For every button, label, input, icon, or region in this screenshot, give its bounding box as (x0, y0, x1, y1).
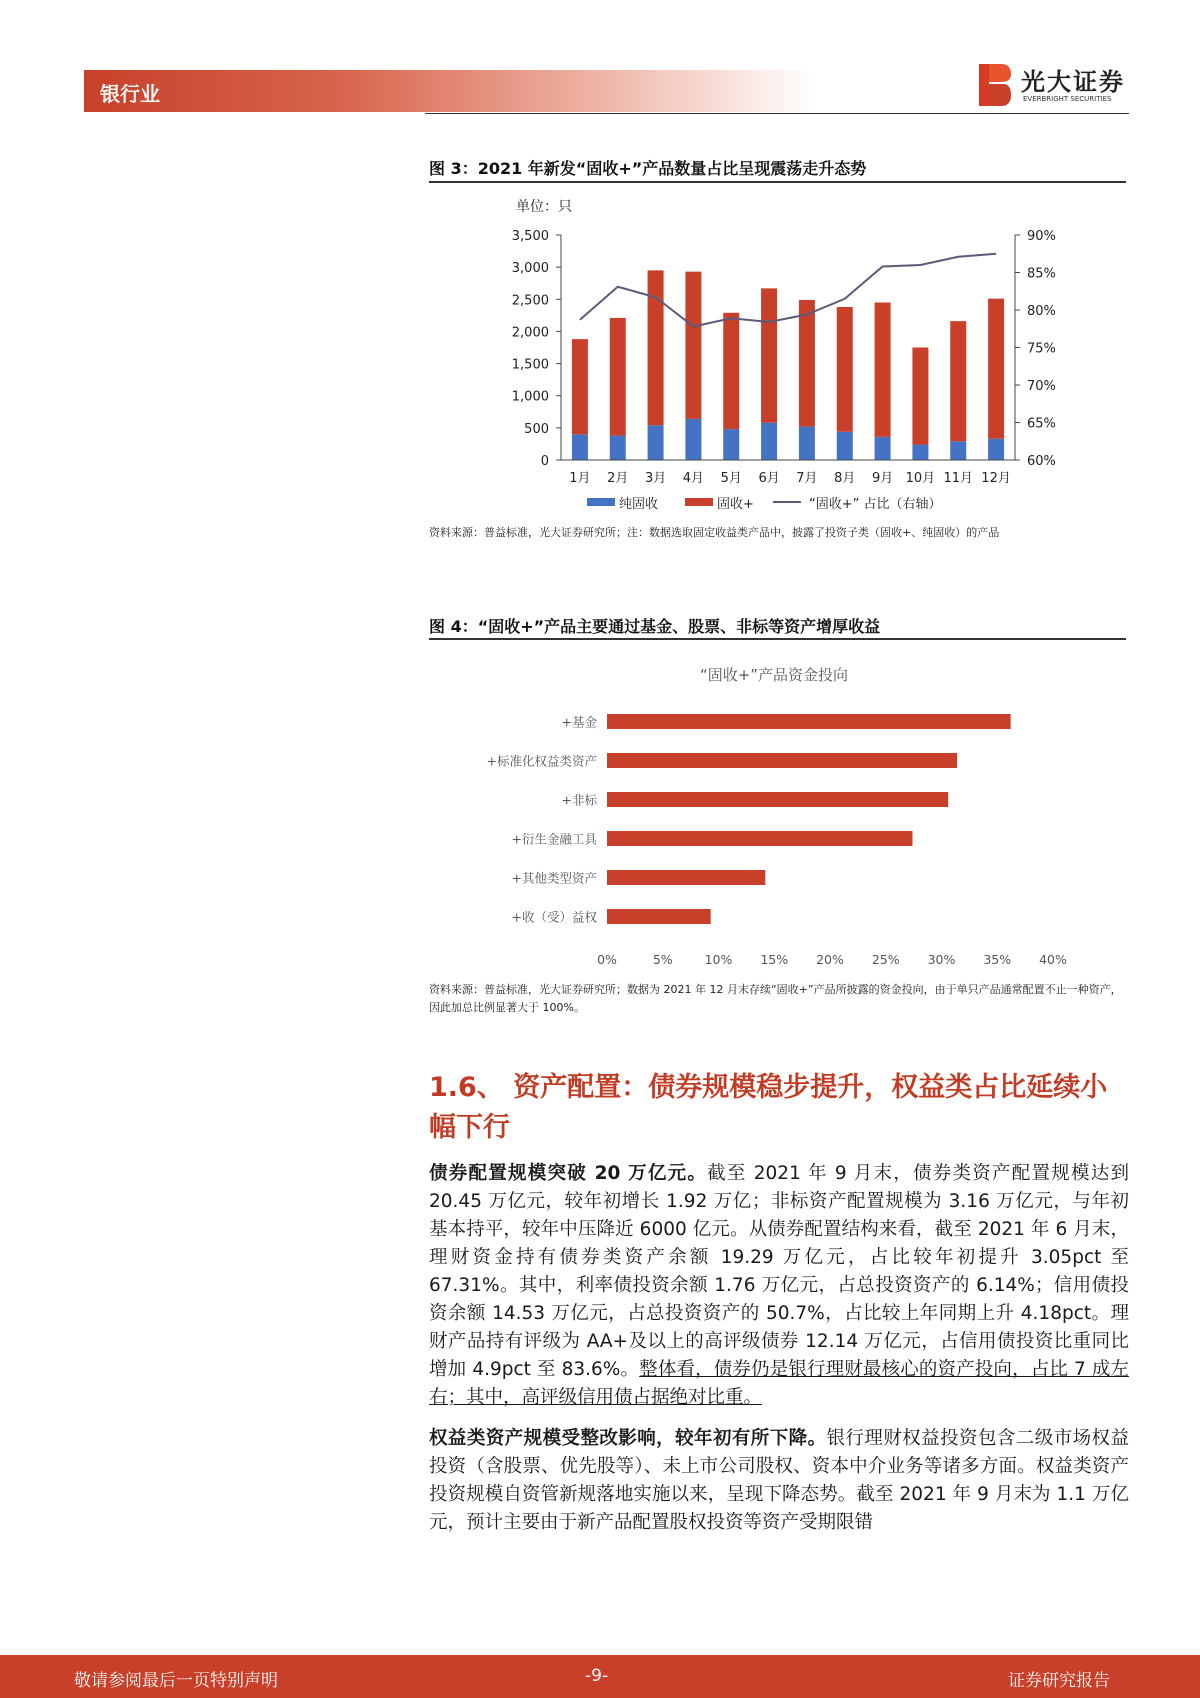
chart4-x-tick-label: 10% (704, 952, 733, 967)
chart3-bar-fixed-income-plus (761, 288, 777, 422)
legend-fixed-income-plus-label: 固收+ (717, 497, 754, 512)
figure3-chart (429, 190, 1129, 530)
chart3-bar-pure-fixed-income (610, 436, 626, 460)
header-band (84, 70, 814, 112)
chart3-bar-pure-fixed-income (761, 423, 777, 460)
chart4-title: “固收+”产品资金投向 (699, 666, 849, 684)
chart4-bar (607, 909, 711, 924)
chart4-x-tick-label: 35% (983, 952, 1012, 967)
chart3-x-tick-label: 9月 (871, 471, 894, 486)
footer-page-number: -9- (585, 1666, 609, 1686)
chart4-category-label: +收（受）益权 (511, 909, 597, 925)
chart3-bar-pure-fixed-income (950, 441, 966, 460)
chart3-bar-pure-fixed-income (648, 425, 664, 460)
chart3-bar-fixed-income-plus (988, 299, 1004, 439)
chart3-x-tick-label: 2月 (607, 471, 629, 486)
figure4-title-rule (429, 638, 1126, 640)
chart4-category-label: +非标 (561, 792, 597, 808)
chart3-x-tick-label: 12月 (981, 471, 1011, 486)
brand-name-cn: 光大证券 (1021, 68, 1125, 96)
chart3-left-tick-label: 2,000 (511, 325, 549, 341)
chart3-bar-pure-fixed-income (912, 445, 928, 460)
chart3-bar-fixed-income-plus (610, 318, 626, 436)
chart3-right-tick-label: 65% (1027, 416, 1056, 432)
chart4-category-label: +基金 (561, 714, 597, 730)
chart4-x-tick-label: 30% (927, 952, 956, 967)
figure3-title: 图 3：2021 年新发“固收+”产品数量占比呈现震荡走升态势 (429, 159, 867, 178)
chart3-bar-pure-fixed-income (837, 432, 853, 460)
chart3-bar-fixed-income-plus (723, 313, 739, 429)
chart3-right-tick-label: 75% (1027, 341, 1056, 357)
chart3-bar-fixed-income-plus (875, 303, 891, 437)
chart4-category-label: +标准化权益类资产 (486, 753, 597, 769)
para1-underlined: 整体看，债券仍是银行理财最核心的资产投向，占比 7 成左右；其中，高评级信用债占据绝对比重。 (429, 1359, 1129, 1408)
chart3-bar-pure-fixed-income (685, 419, 701, 460)
chart4-x-tick-label: 15% (760, 952, 789, 967)
chart3-bar-fixed-income-plus (950, 321, 966, 441)
chart3-x-tick-label: 6月 (758, 471, 780, 486)
chart3-bar-pure-fixed-income (988, 439, 1004, 460)
chart3-bar-pure-fixed-income (572, 434, 588, 460)
figure4-chart (429, 650, 1129, 980)
figure4-source: 资料来源：普益标准，光大证券研究所；数据为 2021 年 12 月末存续“固收+”产品所披露的资金投向，由于单只产品通常配置不止一种资产，因此加总比例显著大于 100%。 (429, 983, 1122, 1014)
para2-lead: 权益类资产规模受整改影响，较年初有所下降。 (429, 1428, 827, 1449)
chart3-right-tick-label: 80% (1027, 304, 1056, 319)
brand-name-en: EVERBRIGHT SECURITIES (1023, 95, 1112, 103)
chart3-bar-fixed-income-plus (912, 348, 928, 445)
chart3-x-tick-label: 7月 (796, 471, 818, 486)
legend-pure-fixed-income-swatch (587, 498, 615, 506)
everbright-logo-icon (977, 62, 1013, 108)
chart4-bar (607, 792, 948, 807)
chart3-left-tick-label: 2,500 (511, 293, 549, 309)
chart3-right-tick-label: 85% (1027, 266, 1056, 282)
chart4-x-tick-label: 40% (1039, 952, 1067, 967)
chart3-right-tick-label: 60% (1027, 454, 1056, 469)
brand-logo (977, 62, 1127, 108)
chart3-x-tick-label: 5月 (720, 471, 742, 486)
chart3-x-tick-label: 1月 (569, 471, 591, 486)
footer-band (0, 1655, 1200, 1698)
section-heading: 1.6、 资产配置：债券规模稳步提升，权益类占比延续小幅下行 (429, 1072, 1108, 1143)
chart3-bar-fixed-income-plus (572, 339, 588, 434)
chart4-bar (607, 753, 957, 768)
chart4-bar (607, 714, 1011, 729)
chart3-bar-pure-fixed-income (875, 437, 891, 460)
chart4-x-tick-label: 5% (652, 952, 673, 967)
chart3-left-tick-label: 1,000 (511, 389, 549, 405)
chart3-bar-fixed-income-plus (837, 307, 853, 432)
chart3-bar-pure-fixed-income (723, 429, 739, 460)
figure3-source: 资料来源：普益标准，光大证券研究所；注：数据选取固定收益类产品中，披露了投资子类（固收+、纯固收）的产品 (429, 526, 1000, 539)
legend-pure-fixed-income-label: 纯固收 (619, 497, 659, 512)
chart3-bar-fixed-income-plus (648, 270, 664, 425)
legend-share-line-label: “固收+” 占比（右轴） (809, 497, 942, 512)
chart3-right-tick-label: 70% (1027, 379, 1056, 394)
chart3-bar-pure-fixed-income (799, 427, 815, 460)
footer-disclaimer: 敬请参阅最后一页特别声明 (74, 1671, 278, 1691)
chart3-left-tick-label: 3,500 (511, 229, 549, 244)
chart4-category-label: +衍生金融工具 (511, 831, 597, 847)
footer-report-type: 证券研究报告 (1008, 1671, 1110, 1691)
chart3-share-line (580, 254, 996, 327)
chart3-left-tick-label: 0 (540, 454, 549, 469)
chart3-unit-label: 单位：只 (516, 199, 572, 215)
industry-label: 银行业 (100, 82, 160, 106)
chart3-x-tick-label: 8月 (834, 471, 856, 486)
header-divider (425, 113, 1129, 114)
figure4-title: 图 4：“固收+”产品主要通过基金、股票、非标等资产增厚收益 (429, 617, 881, 636)
chart3-left-tick-label: 3,000 (511, 261, 549, 277)
chart3-left-tick-label: 500 (524, 421, 549, 437)
legend-fixed-income-plus-swatch (685, 498, 713, 506)
chart3-bar-fixed-income-plus (799, 300, 815, 427)
paragraph-bond-allocation (429, 1160, 1129, 1412)
chart4-x-tick-label: 25% (871, 952, 900, 967)
chart3-x-tick-label: 11月 (943, 471, 974, 486)
para1-text: 截至 2021 年 9 月末，债券类资产配置规模达到 20.45 万亿元，较年初增长 1.92 万亿；非标资产配置规模为 3.16 万亿元，与年初基本持平，较年中压降近 6000 亿元。从债券配置结构来看，截至 2021 年 6 月末，理财资金持有债券类资产余额 19.29 万亿元，占比较年初提升 3.05pct 至 67.31%。其中，利率债投资余额 1.76 万亿元，占总投资资产的 6.14%；信用债投资余额 14.53 万亿元，占总投资资产的 50.7%，占比较上年同期上升 4.18pct。理财产品持有评级为 AA+及以上的高评级债券 12.14 万亿元，占信用债投资比重同比增加 4.9pct 至 83.6%。 (429, 1163, 1129, 1380)
para1-lead: 债券配置规模突破 20 万亿元。 (429, 1163, 708, 1184)
paragraph-equity-allocation (429, 1425, 1129, 1537)
chart4-bar (607, 870, 765, 885)
chart4-bar (607, 831, 913, 846)
chart3-x-tick-label: 3月 (644, 471, 667, 486)
figure3-title-rule (429, 181, 1126, 183)
chart3-bar-fixed-income-plus (685, 272, 701, 419)
chart4-x-tick-label: 0% (597, 952, 617, 967)
chart3-x-tick-label: 4月 (682, 471, 705, 486)
chart4-category-label: +其他类型资产 (511, 870, 597, 886)
chart4-x-tick-label: 20% (816, 952, 844, 967)
chart3-right-tick-label: 90% (1027, 229, 1056, 244)
chart3-left-tick-label: 1,500 (511, 357, 549, 373)
chart3-x-tick-label: 10月 (905, 471, 936, 486)
para2-text: 银行理财权益投资包含二级市场权益投资（含股票、优先股等）、未上市公司股权、资本中介业务等诸多方面。权益类资产投资规模自资管新规落地实施以来，呈现下降态势。截至 2021 年 9 月末为 1.1 万亿元，预计主要由于新产品配置股权投资等资产受期限错 (429, 1428, 1129, 1533)
